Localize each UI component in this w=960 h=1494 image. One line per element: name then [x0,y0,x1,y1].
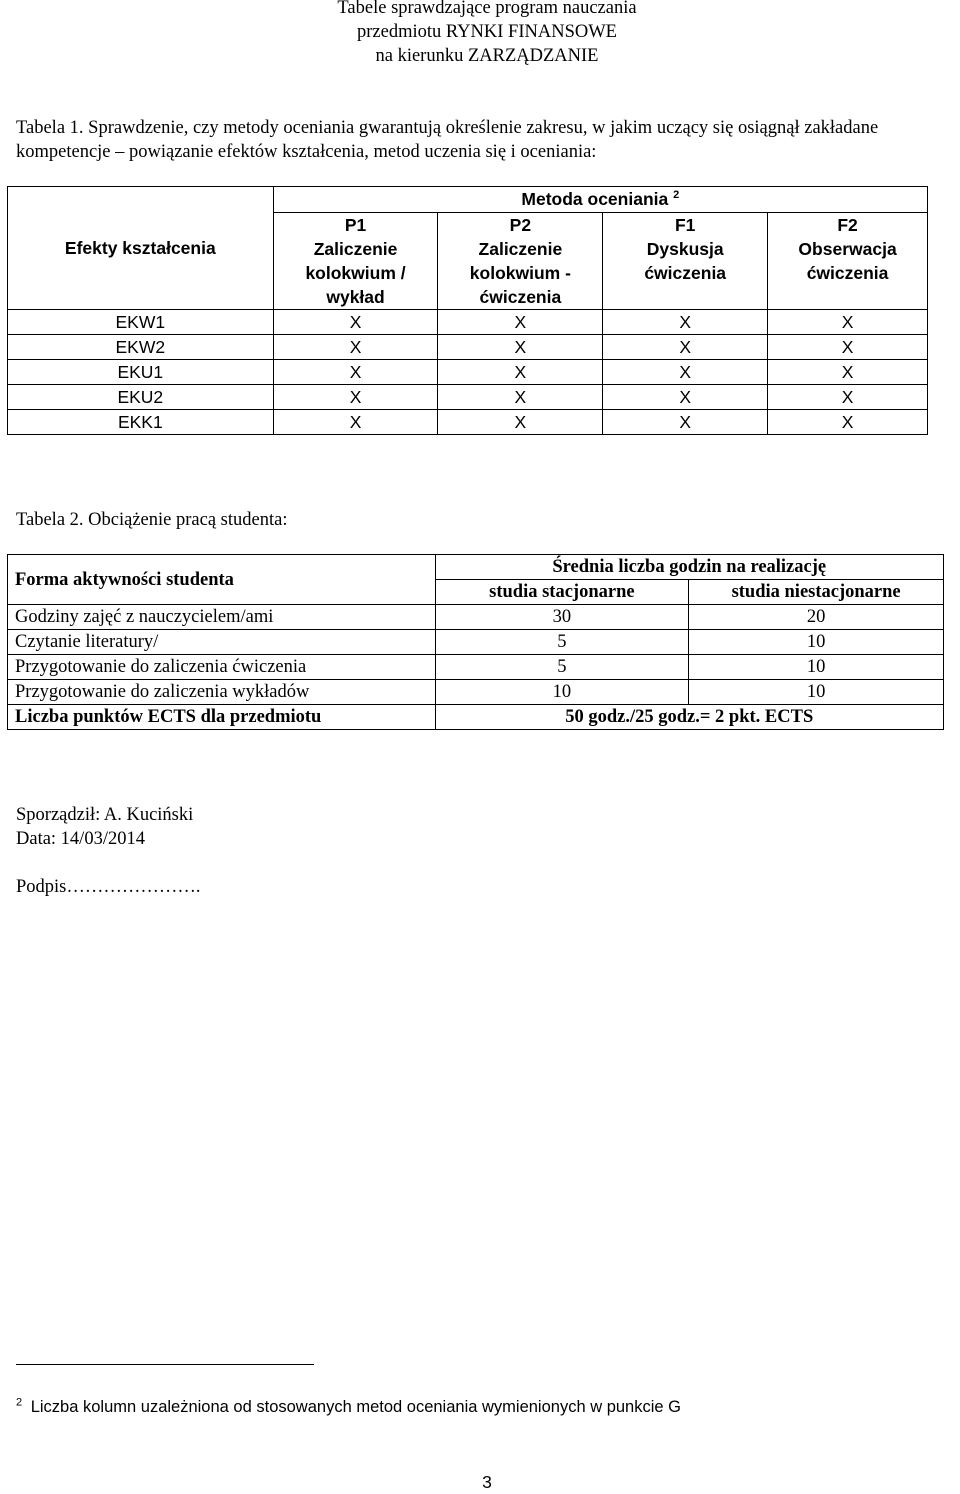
nonstationary-cell: 20 [689,605,944,630]
activity-cell: Godziny zajęć z nauczycielem/ami [8,605,436,630]
mark-cell: X [438,360,603,385]
col-header-method-group: Metoda oceniania $^2$ [273,187,927,213]
table-row [8,630,944,655]
footnote-ref: 2 [673,189,680,202]
page-number: 3 [482,1472,492,1492]
effect-cell: EKU1 [8,360,274,385]
mark-cell: X [273,410,438,435]
document-title-line3: na kierunku ZARZĄDZANIE [375,46,599,66]
mark-cell: X [273,310,438,335]
document-title-line2: przedmiotu RYNKI FINANSOWE [356,22,617,42]
table2-caption [16,508,287,532]
col-header-activity: Forma aktywności studenta [8,555,436,605]
mark-cell: X [768,410,928,435]
mark-cell: X [603,360,768,385]
signature-line: Podpis…………………. [16,877,201,897]
table-row [8,310,928,335]
activity-cell: Przygotowanie do zaliczenia wykładów [8,680,436,705]
stationary-cell: 5 [435,655,689,680]
stationary-cell: 10 [435,680,689,705]
table1-caption-text: Sprawdzenie, czy metody oceniania gwarantują określenie zakresu, w jakim uczący się osiągnął zakładane kompetencje – powiązanie efektów kształcenia, metod uczenia się i oceniania: [16,118,879,162]
stationary-cell: 30 [435,605,689,630]
col-header-method-f2: F2 Obserwacja ćwiczenia [768,213,928,310]
effect-cell: EKK1 [8,410,274,435]
mark-cell: X [273,335,438,360]
table-row-total [8,705,944,730]
nonstationary-cell: 10 [689,630,944,655]
table-row [8,335,928,360]
col-header-method-p2: P2 Zaliczenie kolokwium - ćwiczenia [438,213,603,310]
table-row [8,360,928,385]
mark-cell: X [438,385,603,410]
document-title-line1: Tabele sprawdzające program nauczania [337,0,637,18]
footnote [16,1398,681,1417]
mark-cell: X [768,335,928,360]
activity-cell: Przygotowanie do zaliczenia ćwiczenia [8,655,436,680]
col-header-method-p1: P1 Zaliczenie kolokwium / wykład [273,213,438,310]
table-row [8,680,944,705]
nonstationary-cell: 10 [689,680,944,705]
col-header-hours-group: Średnia liczba godzin na realizację [435,555,944,580]
effect-cell: EKW1 [8,310,274,335]
total-value-cell: 50 godz./25 godz.= 2 pkt. ECTS [435,705,944,730]
stationary-cell: 5 [435,630,689,655]
mark-cell: X [768,360,928,385]
mark-cell: X [768,310,928,335]
table1-caption [16,116,960,164]
footnote-text: Liczba kolumn uzależniona od stosowanych metod oceniania wymienionych w punkcie G [30,1398,681,1416]
activity-cell: Czytanie literatury/ [8,630,436,655]
total-label-cell: Liczba punktów ECTS dla przedmiotu [8,705,436,730]
mark-cell: X [273,360,438,385]
table1-caption-label: Tabela 1. [16,118,84,138]
mark-cell: X [603,335,768,360]
table-row [8,385,928,410]
nonstationary-cell: 10 [689,655,944,680]
mark-cell: X [438,310,603,335]
workload-table [7,554,944,730]
footnote-mark: 2 [16,1396,23,1409]
table2-caption-text: Obciążenie pracą studenta: [88,510,288,530]
table-row [8,655,944,680]
mark-cell: X [438,335,603,360]
col-header-effects: Efekty kształcenia [8,187,274,310]
date: Data: 14/03/2014 [16,829,145,849]
effect-cell: EKW2 [8,335,274,360]
mark-cell: X [603,310,768,335]
table-row [8,605,944,630]
effect-cell: EKU2 [8,385,274,410]
assessment-methods-table [7,186,928,435]
prepared-by: Sporządził: A. Kuciński [16,805,194,825]
mark-cell: X [603,410,768,435]
mark-cell: X [603,385,768,410]
mark-cell: X [438,410,603,435]
mark-cell: X [768,385,928,410]
col-header-nonstationary: studia niestacjonarne [689,580,944,605]
footnote-separator [16,1364,314,1365]
mark-cell: X [273,385,438,410]
col-header-method-f1: F1 Dyskusja ćwiczenia [603,213,768,310]
col-header-stationary: studia stacjonarne [435,580,689,605]
table-row [8,410,928,435]
table2-caption-label: Tabela 2. [16,510,84,530]
